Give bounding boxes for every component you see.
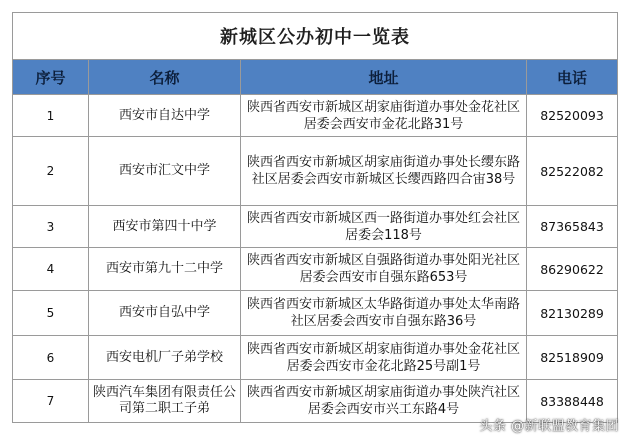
row-phone: 86290622 xyxy=(527,248,618,291)
table-row xyxy=(13,336,618,380)
row-index: 4 xyxy=(13,248,89,291)
header-name: 名称 xyxy=(89,60,241,95)
row-name: 西安市汇文中学 xyxy=(89,137,241,206)
row-address: 陕西省西安市新城区胡家庙街道办事处金花社区居委会西安市金花北路25号副1号 xyxy=(241,336,527,380)
row-index: 2 xyxy=(13,137,89,206)
row-address: 陕西省西安市新城区太华路街道办事处太华南路社区居委会西安市自强东路36号 xyxy=(241,291,527,336)
row-phone: 83388448 xyxy=(527,380,618,423)
row-phone: 82520093 xyxy=(527,95,618,137)
school-list-sheet xyxy=(12,12,617,423)
row-name: 陕西汽车集团有限责任公司第二职工子弟 xyxy=(89,380,241,423)
row-index: 6 xyxy=(13,336,89,380)
row-phone: 82130289 xyxy=(527,291,618,336)
table-row xyxy=(13,137,618,206)
row-index: 5 xyxy=(13,291,89,336)
row-address: 陕西省西安市新城区胡家庙街道办事处陕汽社区居委会西安市兴工东路4号 xyxy=(241,380,527,423)
row-address: 陕西省西安市新城区胡家庙街道办事处长缨东路社区居委会西安市新城区长缨西路四合宙38号 xyxy=(241,137,527,206)
header-address: 地址 xyxy=(241,60,527,95)
table-row xyxy=(13,291,618,336)
row-address: 陕西省西安市新城区西一路街道办事处红会社区居委会118号 xyxy=(241,206,527,248)
header-row xyxy=(13,60,618,95)
row-name: 西安电机厂子弟学校 xyxy=(89,336,241,380)
table-title: 新城区公办初中一览表 xyxy=(13,13,618,60)
row-phone: 82518909 xyxy=(527,336,618,380)
school-table xyxy=(12,12,618,423)
row-address: 陕西省西安市新城区自强路街道办事处阳光社区居委会西安市自强东路653号 xyxy=(241,248,527,291)
table-row xyxy=(13,248,618,291)
row-index: 7 xyxy=(13,380,89,423)
row-index: 3 xyxy=(13,206,89,248)
row-phone: 87365843 xyxy=(527,206,618,248)
table-row xyxy=(13,95,618,137)
row-index: 1 xyxy=(13,95,89,137)
row-phone: 82522082 xyxy=(527,137,618,206)
table-row xyxy=(13,206,618,248)
watermark-text: 头条 @新联盟教育集团 xyxy=(479,419,619,434)
row-address: 陕西省西安市新城区胡家庙街道办事处金花社区居委会西安市金花北路31号 xyxy=(241,95,527,137)
header-index: 序号 xyxy=(13,60,89,95)
row-name: 西安市自达中学 xyxy=(89,95,241,137)
row-name: 西安市第九十二中学 xyxy=(89,248,241,291)
row-name: 西安市自弘中学 xyxy=(89,291,241,336)
row-name: 西安市第四十中学 xyxy=(89,206,241,248)
title-row xyxy=(13,13,618,60)
header-phone: 电话 xyxy=(527,60,618,95)
